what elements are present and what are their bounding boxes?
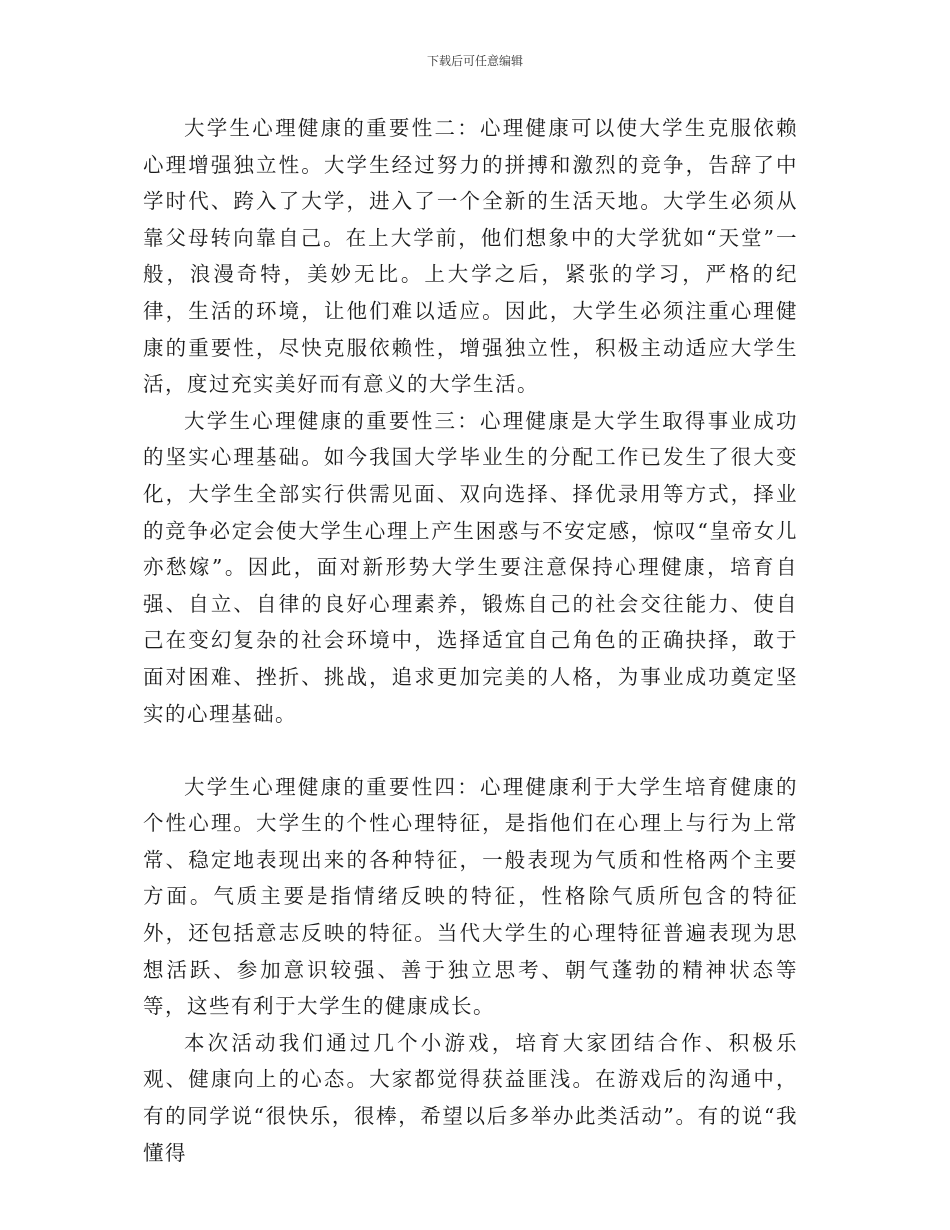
paragraph-importance-four: 大学生心理健康的重要性四：心理健康利于大学生培育健康的个性心理。大学生的个性心理特征，是指他们在心理上与行为上常常、稳定地表现出来的各种特征，一般表现为气质和性格两个主要方面。气质主要是指情绪反映的特征，性格除气质所包含的特征外，还包括意志反映的特征。当代大学生的心理特征普遍表现为思想活跃、参加意识较强、善于独立思考、朝气蓬勃的精神状态等等，这些有利于大学生的健康成长。 bbox=[143, 774, 798, 1019]
document-body bbox=[143, 110, 798, 1171]
page-header: 下载后可任意编辑 bbox=[426, 54, 523, 68]
paragraph-importance-two: 大学生心理健康的重要性二：心理健康可以使大学生克服依赖心理增强独立性。大学生经过努力的拼搏和激烈的竞争，告辞了中学时代、跨入了大学，进入了一个全新的生活天地。大学生必须从靠父母转向靠自己。在上大学前，他们想象中的大学犹如“天堂”一般，浪漫奇特，美妙无比。上大学之后，紧张的学习，严格的纪律，生活的环境，让他们难以适应。因此，大学生必须注重心理健康的重要性，尽快克服依赖性，增强独立性，积极主动适应大学生活，度过充实美好而有意义的大学生活。 bbox=[143, 116, 798, 397]
paragraph-importance-three: 大学生心理健康的重要性三：心理健康是大学生取得事业成功的坚实心理基础。如今我国大学毕业生的分配工作已发生了很大变化，大学生全部实行供需见面、双向选择、择优录用等方式，择业的竞争必定会使大学生心理上产生困惑与不安定感，惊叹“皇帝女儿亦愁嫁”。因此，面对新形势大学生要注意保持心理健康，培育自强、自立、自律的良好心理素养，锻炼自己的社会交往能力、使自己在变幻复杂的社会环境中，选择适宜自己角色的正确抉择，敢于面对困难、挫折、挑战，追求更加完美的人格，为事业成功奠定坚实的心理基础。 bbox=[143, 408, 798, 726]
paragraph-gap bbox=[143, 732, 798, 769]
paragraph-activity-summary: 本次活动我们通过几个小游戏，培育大家团结合作、积极乐观、健康向上的心态。大家都觉得获益匪浅。在游戏后的沟通中，有的同学说“很快乐，很棒，希望以后多举办此类活动”。有的说“我懂得 bbox=[143, 1030, 798, 1165]
